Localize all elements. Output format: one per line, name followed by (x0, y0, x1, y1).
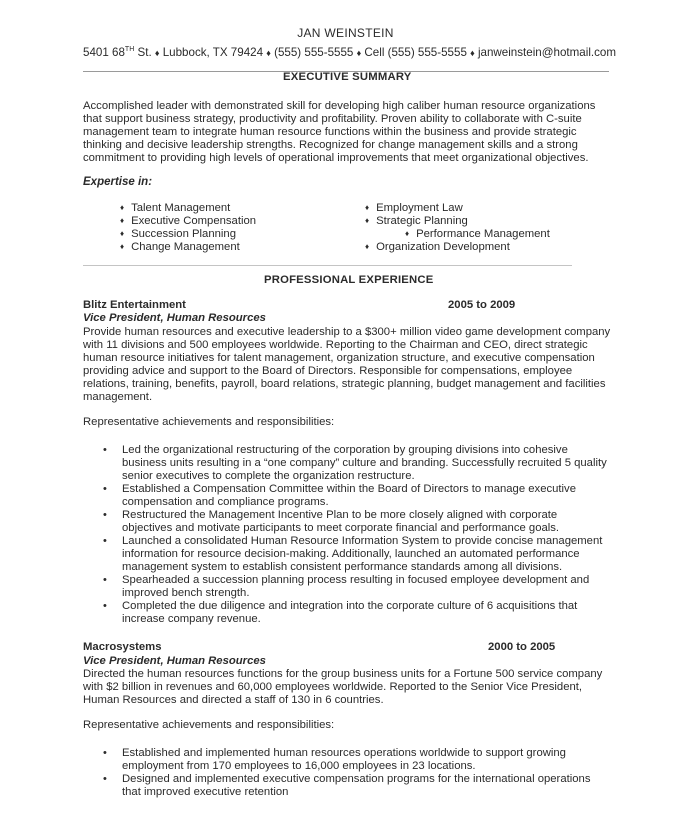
candidate-name: JAN WEINSTEIN (297, 26, 394, 40)
skill-label: Change Management (131, 241, 240, 253)
separator-diamond-icon: ♦ (470, 48, 475, 58)
description-line: Directed the human resources functions for the group business units for a Fortune 500 service company (83, 668, 603, 680)
expertise-divider (83, 265, 572, 266)
description-line: Provide human resources and executive leadership to a $300+ million video game development company (83, 326, 611, 338)
list-item (100, 773, 620, 799)
list-item-line: employment from 170 employees to 16,000 employees in 23 locations. (122, 760, 476, 772)
skill-label: Talent Management (131, 202, 231, 214)
list-item-line: senior executives to complete the organization restructure. (122, 470, 415, 482)
list-item-line: information for resource decision-making. Additionally, launched an automated performance (122, 548, 580, 560)
job-description (83, 668, 602, 707)
separator-diamond-icon: ♦ (266, 48, 271, 58)
summary-heading: EXECUTIVE SUMMARY (283, 71, 412, 83)
skill-item (365, 215, 468, 227)
company-name: Macrosystems (83, 641, 162, 653)
list-item-line: improved bench strength. (122, 587, 250, 599)
diamond-bullet-icon: ♦ (365, 242, 370, 251)
description-line: human resource initiatives for talent management, organization structure, and executive compensation (83, 352, 595, 364)
achievements-list (100, 747, 620, 799)
skill-label: Executive Compensation (131, 215, 257, 227)
list-item (100, 574, 620, 600)
list-item (100, 535, 620, 574)
list-item-line: Established and implemented human resources operations worldwide to support growing (122, 747, 566, 759)
bullet-dot-icon: • (103, 444, 107, 456)
skill-label: Organization Development (376, 241, 510, 253)
description-line: relations, training, benefits, payroll, board relations, strategic planning, budget management and facilities (83, 378, 606, 390)
list-item-line: compensation and compliance programs. (122, 496, 329, 508)
experience-heading: PROFESSIONAL EXPERIENCE (264, 274, 434, 286)
description-line: providing advice and support to the Board of Directors. Responsible for compensations, employee (83, 365, 573, 377)
employment-dates: 2000 to 2005 (488, 641, 556, 653)
list-item-line: that improved executive retention (122, 786, 289, 798)
bullet-dot-icon: • (103, 574, 107, 586)
expertise-label: Expertise in: (83, 176, 153, 188)
list-item (100, 747, 620, 773)
list-item-line: Restructured the Management Incentive Plan to be more closely aligned with corporate (122, 509, 558, 521)
list-item (100, 444, 620, 483)
job-title: Vice President, Human Resources (83, 312, 266, 324)
achievements-label: Representative achievements and responsibilities: (83, 719, 335, 731)
bullet-dot-icon: • (103, 773, 107, 785)
list-item-line: Led the organizational restructuring of the corporation by grouping divisions into cohesive (122, 444, 568, 456)
list-item-line: Completed the due diligence and integration into the corporate culture of 6 acquisitions that (122, 600, 578, 612)
summary-line: thinking and decisive leadership strengths. Recognized for change management skills and a strong (83, 139, 578, 151)
diamond-bullet-icon: ♦ (365, 216, 370, 225)
list-item-line: business units resulting in a “one company” culture and branding. Successfully recruited 5 quality (122, 457, 607, 469)
summary-paragraph (83, 100, 595, 165)
phone-number: (555) 555-5555 (270, 46, 357, 59)
address-suffix: TH (124, 46, 135, 53)
list-item-line: Spearheaded a succession planning process resulting in focused employee development and (122, 574, 590, 586)
diamond-bullet-icon: ♦ (405, 229, 410, 238)
achievements-label: Representative achievements and responsibilities: (83, 416, 335, 428)
separator-diamond-icon: ♦ (356, 48, 362, 58)
address-city: Lubbock, TX 79424 (159, 46, 267, 59)
job-description (83, 326, 610, 404)
achievements-list (100, 444, 620, 626)
bullet-dot-icon: • (103, 600, 107, 612)
bullet-dot-icon: • (103, 483, 107, 495)
bullet-dot-icon: • (103, 747, 107, 759)
list-item (100, 483, 620, 509)
list-item-line: objectives and motivate participants to meet corporate financial and performance goals. (122, 522, 560, 534)
list-item-line: management system to establish consistent performance standards among all divisions. (122, 561, 563, 573)
diamond-bullet-icon: ♦ (365, 203, 370, 212)
description-line: with $2 billion in revenues and 60,000 employees worldwide. Reported to the Senior Vice President, (83, 681, 583, 693)
separator-diamond-icon: ♦ (154, 48, 160, 58)
description-line: with 11 divisions and 500 employees worldwide. Reporting to the Chairman and CEO, direct strategic (83, 339, 588, 351)
address-number: 5401 68 (83, 46, 125, 59)
diamond-bullet-icon: ♦ (120, 203, 125, 212)
summary-line: management team to integrate human resource functions within the business and provide strategic (83, 126, 577, 138)
skill-item (365, 202, 463, 214)
company-name: Blitz Entertainment (83, 299, 186, 311)
summary-line: commitment to providing high levels of operational improvements that meet organizational objectives. (83, 152, 589, 164)
diamond-bullet-icon: ♦ (120, 229, 125, 238)
address-street: St. (134, 46, 155, 59)
list-item (100, 509, 620, 535)
description-line: management. (83, 391, 153, 403)
cell-number: Cell (555) 555-5555 (361, 46, 471, 59)
skill-item (120, 241, 240, 253)
skill-item (120, 202, 230, 214)
list-item-line: Designed and implemented executive compensation programs for the international operations (122, 773, 591, 785)
skill-item (120, 228, 236, 240)
list-item-line: Launched a consolidated Human Resource Information System to provide concise management (122, 535, 603, 547)
skill-label: Strategic Planning (376, 215, 468, 227)
list-item-line: Established a Compensation Committee within the Board of Directors to manage executive (122, 483, 576, 495)
summary-line: that support business strategy, productivity and profitability. Proven ability to collaborate with C-suite (83, 113, 582, 125)
skill-label: Employment Law (376, 202, 463, 214)
skill-item (365, 241, 510, 253)
summary-line: Accomplished leader with demonstrated skill for developing high caliber human resource organizations (83, 100, 596, 112)
diamond-bullet-icon: ♦ (120, 242, 125, 251)
list-item (100, 600, 620, 626)
list-item-line: increase company revenue. (122, 613, 261, 625)
skill-label: Performance Management (416, 228, 550, 240)
email-address[interactable]: janweinstein@hotmail.com (474, 46, 617, 59)
bullet-dot-icon: • (103, 509, 107, 521)
skill-item (405, 228, 550, 240)
diamond-bullet-icon: ♦ (120, 216, 125, 225)
employment-dates: 2005 to 2009 (448, 299, 516, 311)
job-title: Vice President, Human Resources (83, 655, 266, 667)
skill-item (120, 215, 256, 227)
skill-label: Succession Planning (131, 228, 236, 240)
contact-line (83, 46, 616, 59)
bullet-dot-icon: • (103, 535, 107, 547)
description-line: Human Resources and directed a staff of 130 in 6 countries. (83, 694, 384, 706)
